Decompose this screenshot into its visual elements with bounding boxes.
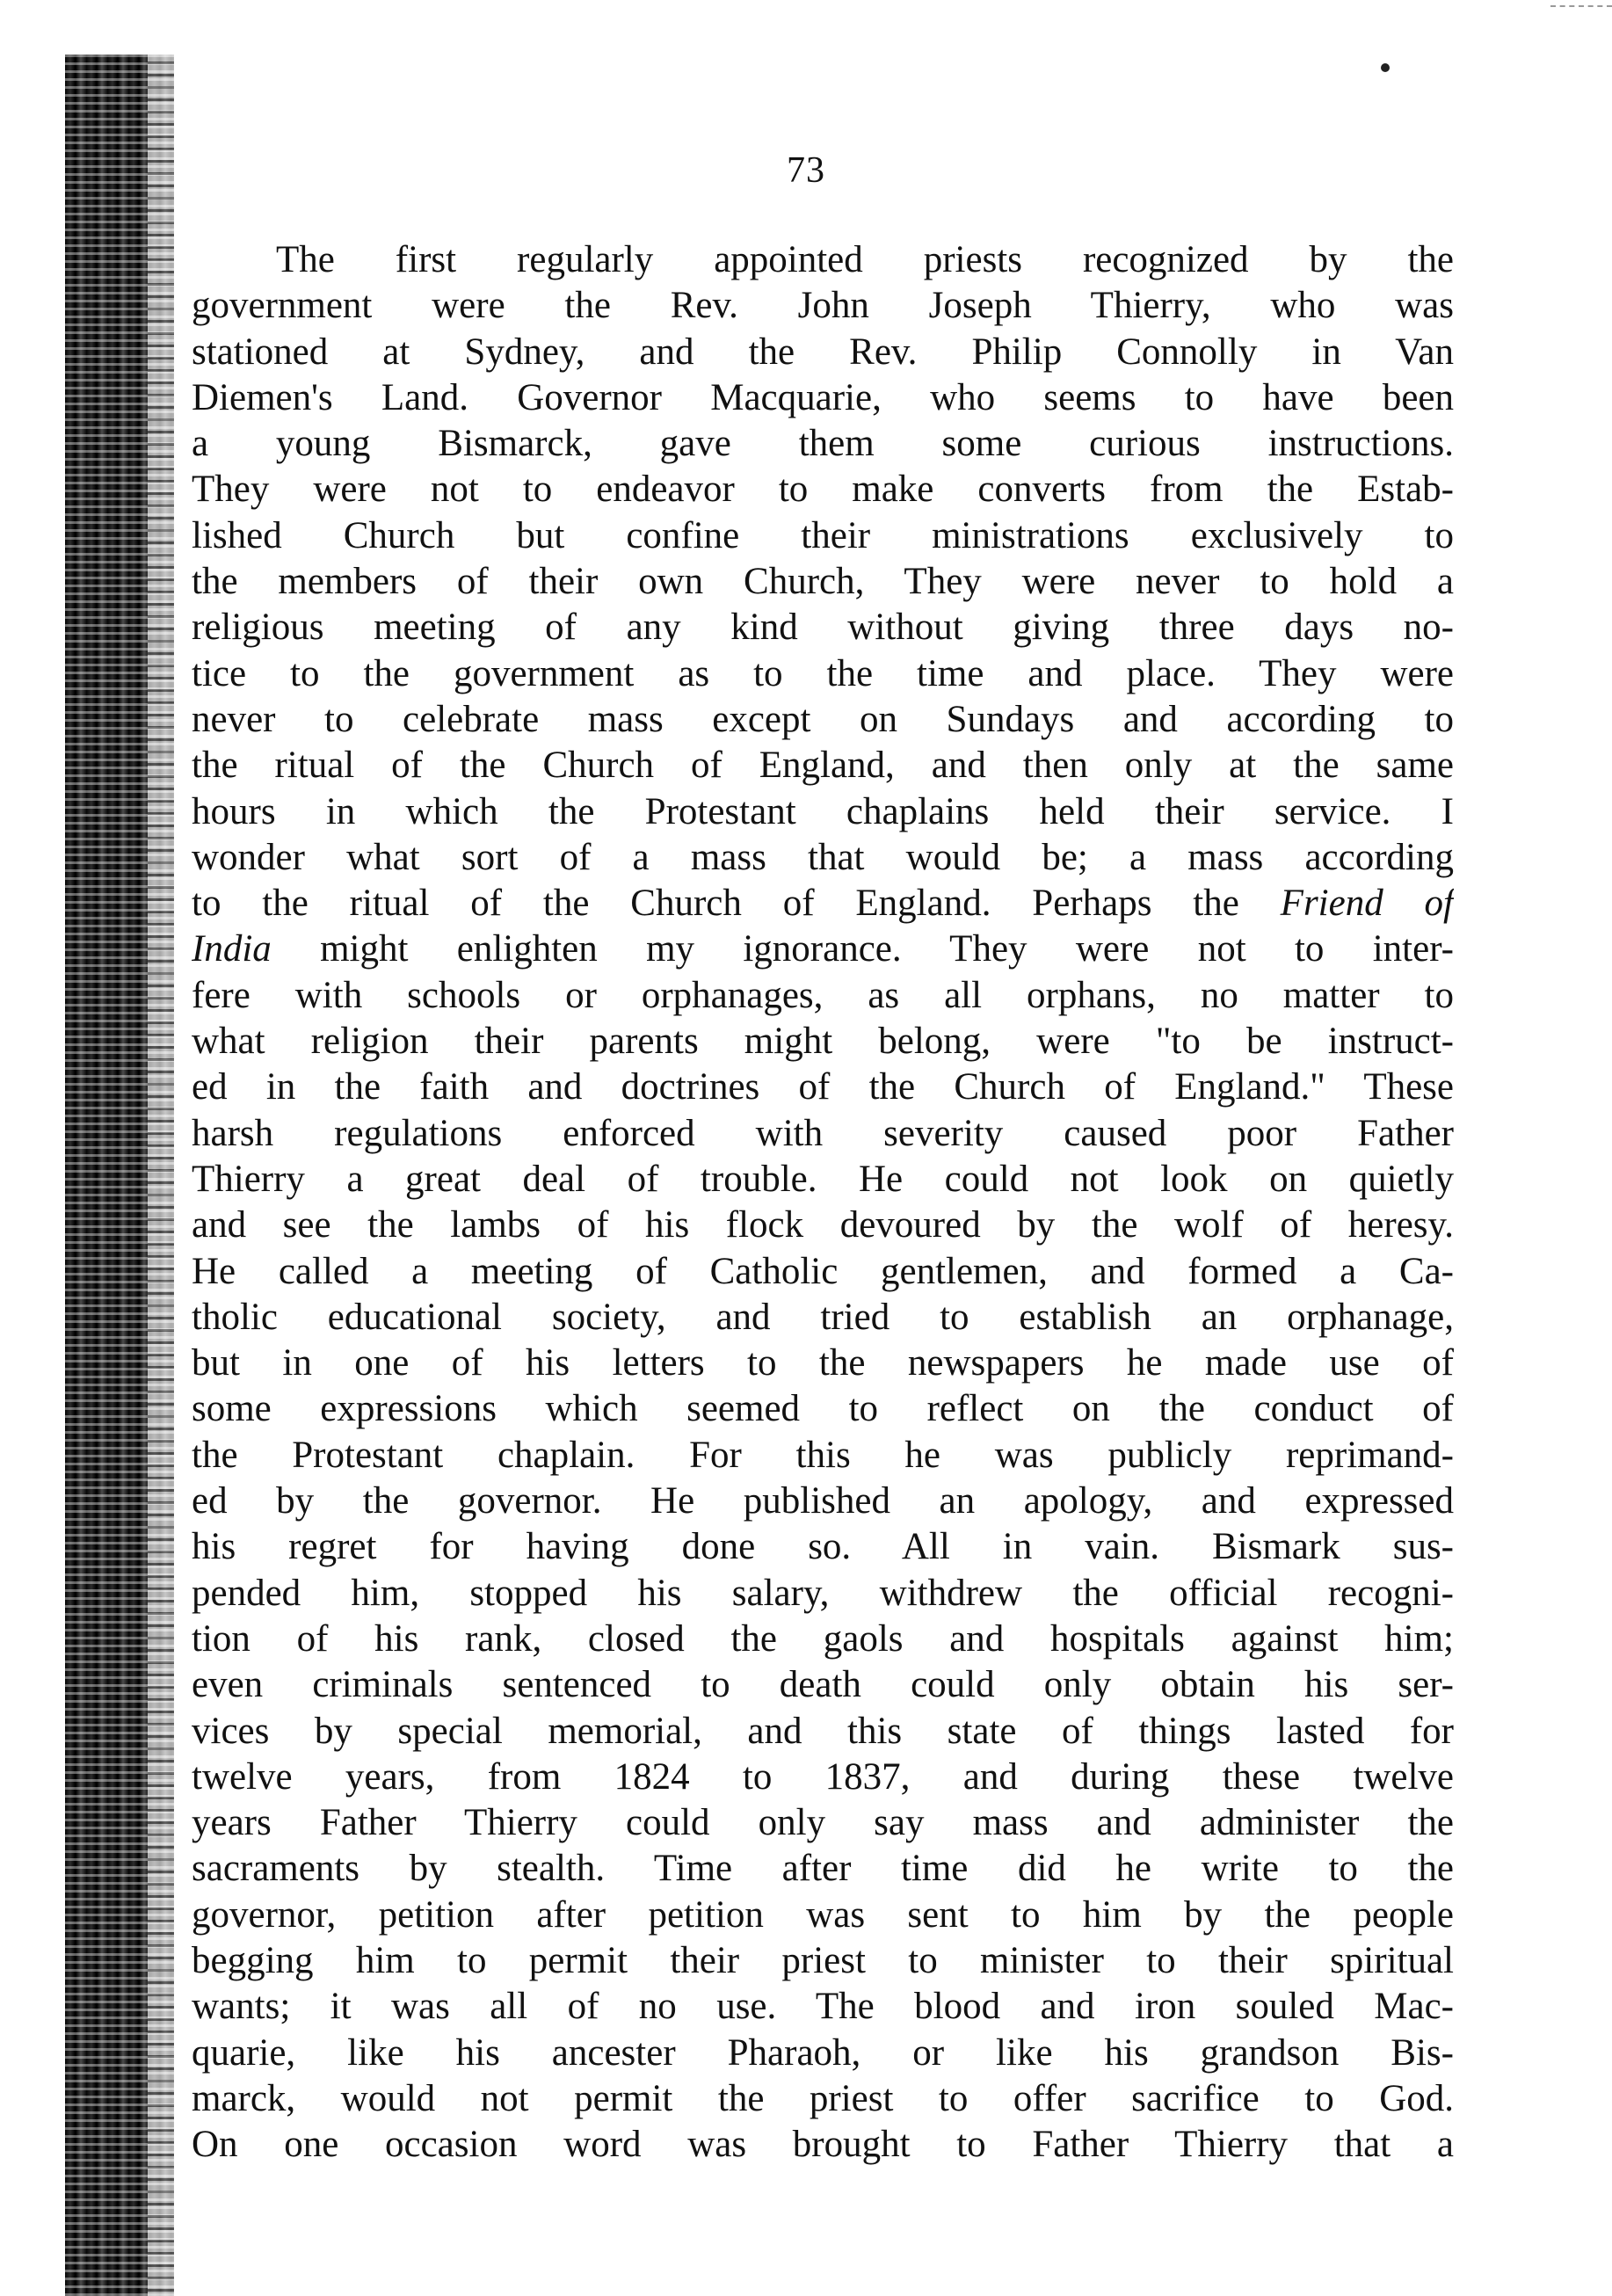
- book-binding-edge: [65, 54, 174, 2296]
- scan-corner-mark: [1550, 0, 1612, 7]
- text-line: They were not to endeavor to make converts from the Estab-: [192, 469, 1454, 511]
- text-line: hours in which the Protestant chaplains held their service. I: [192, 790, 1454, 832]
- text-line: and see the lambs of his flock devoured by the wolf of heresy.: [192, 1204, 1454, 1246]
- text-line: stationed at Sydney, and the Rev. Philip Connolly in Van: [192, 331, 1454, 373]
- italic-title: India: [192, 928, 272, 970]
- text-line: marck, would not permit the priest to offer sacrifice to God.: [192, 2077, 1454, 2119]
- text-line: The first regularly appointed priests recognized by the: [276, 239, 1454, 280]
- body-text: [192, 237, 1454, 2168]
- text-line: even criminals sentenced to death could only obtain his ser-: [192, 1664, 1454, 1706]
- text-line: but in one of his letters to the newspapers he made use of: [192, 1342, 1454, 1384]
- page-number: 73: [787, 150, 825, 191]
- text-line: tice to the government as to the time and place. They were: [192, 652, 1454, 694]
- text-line: government were the Rev. John Joseph Thierry, who was: [192, 285, 1454, 327]
- text-line: the ritual of the Church of England, and then only at the same: [192, 745, 1454, 787]
- text-line: He called a meeting of Catholic gentlemen, and formed a Ca-: [192, 1250, 1454, 1292]
- text-line: vices by special memorial, and this state of things lasted for: [192, 1710, 1454, 1752]
- text-line: Thierry a great deal of trouble. He could not look on quietly: [192, 1158, 1454, 1200]
- text-line: wants; it was all of no use. The blood and iron souled Mac-: [192, 1986, 1454, 2028]
- text-line: tion of his rank, closed the gaols and hospitals against him;: [192, 1617, 1454, 1660]
- text-line: fere with schools or orphanages, as all orphans, no matter to: [192, 974, 1454, 1016]
- text-line: ed in the faith and doctrines of the Church of England." These: [192, 1066, 1454, 1108]
- text-line: the Protestant chaplain. For this he was publicly reprimand-: [192, 1434, 1454, 1476]
- text-line: Diemen's Land. Governor Macquarie, who seems to have been: [192, 376, 1454, 418]
- text-line: years Father Thierry could only say mass and administer the: [192, 1802, 1454, 1844]
- text-line: tholic educational society, and tried to establish an orphanage,: [192, 1296, 1454, 1338]
- text-line: a young Bismarck, gave them some curious instructions.: [192, 423, 1454, 465]
- text-line: pended him, stopped his salary, withdrew the official recogni-: [192, 1572, 1454, 1614]
- text-line-with-italic: [192, 926, 1454, 972]
- text-line: harsh regulations enforced with severity caused poor Father: [192, 1112, 1454, 1154]
- text-line-with-italic: [192, 881, 1454, 926]
- italic-title: Friend of: [1280, 883, 1454, 925]
- text-line: religious meeting of any kind without giving three days no-: [192, 607, 1454, 649]
- text-line: lished Church but confine their ministrations exclusively to: [192, 514, 1454, 556]
- text-line: sacraments by stealth. Time after time did he write to the: [192, 1848, 1454, 1890]
- text-line: the members of their own Church, They were never to hold a: [192, 561, 1454, 603]
- text-line: ed by the governor. He published an apology, and expressed: [192, 1480, 1454, 1522]
- text-segment: might enlighten my ignorance. They were not to inter-: [271, 928, 1454, 970]
- text-line: On one occasion word was brought to Father Thierry that a: [192, 2124, 1454, 2166]
- ink-dot: [1381, 63, 1390, 72]
- text-line: wonder what sort of a mass that would be; a mass according: [192, 836, 1454, 878]
- text-line: governor, petition after petition was sent to him by the people: [192, 1893, 1454, 1936]
- text-line: begging him to permit their priest to minister to their spiritual: [192, 1939, 1454, 1981]
- text-line: what religion their parents might belong, were "to be instruct-: [192, 1021, 1454, 1063]
- text-line: quarie, like his ancester Pharaoh, or like his grandson Bis-: [192, 2031, 1454, 2074]
- text-line: some expressions which seemed to reflect on the conduct of: [192, 1388, 1454, 1430]
- text-line: twelve years, from 1824 to 1837, and during these twelve: [192, 1755, 1454, 1798]
- text-line: never to celebrate mass except on Sundays and according to: [192, 698, 1454, 740]
- text-line: his regret for having done so. All in vain. Bismark sus-: [192, 1526, 1454, 1568]
- text-segment: to the ritual of the Church of England. Perhaps the: [192, 883, 1281, 925]
